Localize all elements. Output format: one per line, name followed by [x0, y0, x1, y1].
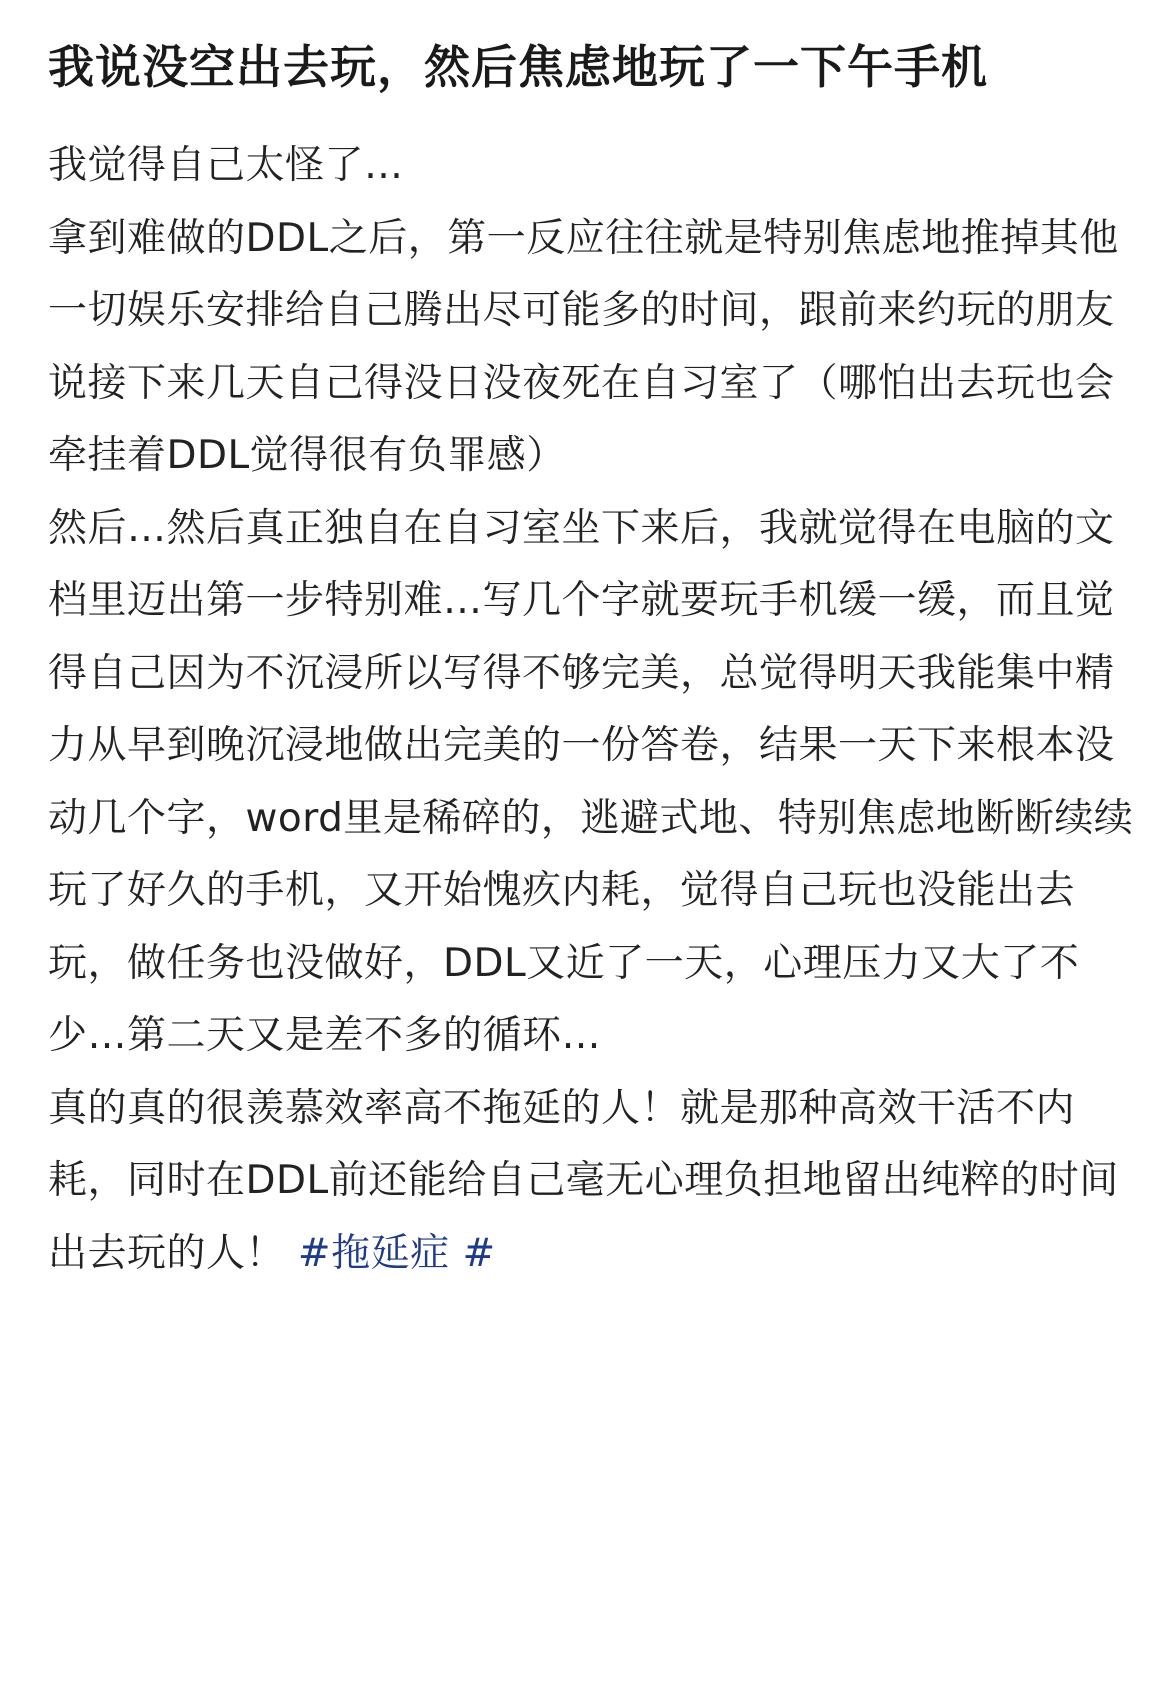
- hashtag-list: [298, 1231, 496, 1276]
- post-paragraph-3: 然后…然后真正独自在自习室坐下来后，我就觉得在电脑的文档里迈出第一步特别难…写几个字就要玩手机缓一缓，而且觉得自己因为不沉浸所以写得不够完美，总觉得明天我能集中精力从早到晚沉浸地做出完美的一份答卷，结果一天下来根本没动几个字，word里是稀碎的，逃避式地、特别焦虑地断断续续玩了好久的手机，又开始愧疚内耗，觉得自己玩也没能出去玩，做任务也没做好，DDL又近了一天，心理压力又大了不少…第二天又是差不多的循环…: [48, 505, 1134, 1058]
- post-paragraph-1: 我觉得自己太怪了…: [48, 143, 404, 188]
- post-container: [48, 30, 1138, 1290]
- hashtag-procrastination-link[interactable]: #拖延症: [297, 1230, 450, 1276]
- bottom-fade-overlay: [0, 1622, 1176, 1692]
- post-paragraph-4: [48, 1073, 1138, 1291]
- post-paragraph-4-text: 真的真的很羡慕效率高不拖延的人！就是那种高效干活不内耗，同时在DDL前还能给自己毫无心理负担地留出纯粹的时间出去玩的人！: [48, 1085, 1119, 1276]
- hashtag-partial-link[interactable]: #: [462, 1230, 496, 1276]
- post-paragraph-2: 拿到难做的DDL之后，第一反应往往就是特别焦虑地推掉其他一切娱乐安排给自己腾出尽可能多的时间，跟前来约玩的朋友说接下来几天自己得没日没夜死在自习室了（哪怕出去玩也会牵挂着DDL觉得很有负罪感）: [48, 215, 1119, 478]
- post-body: [48, 130, 1138, 1290]
- post-title: 我说没空出去玩，然后焦虑地玩了一下午手机: [48, 40, 988, 94]
